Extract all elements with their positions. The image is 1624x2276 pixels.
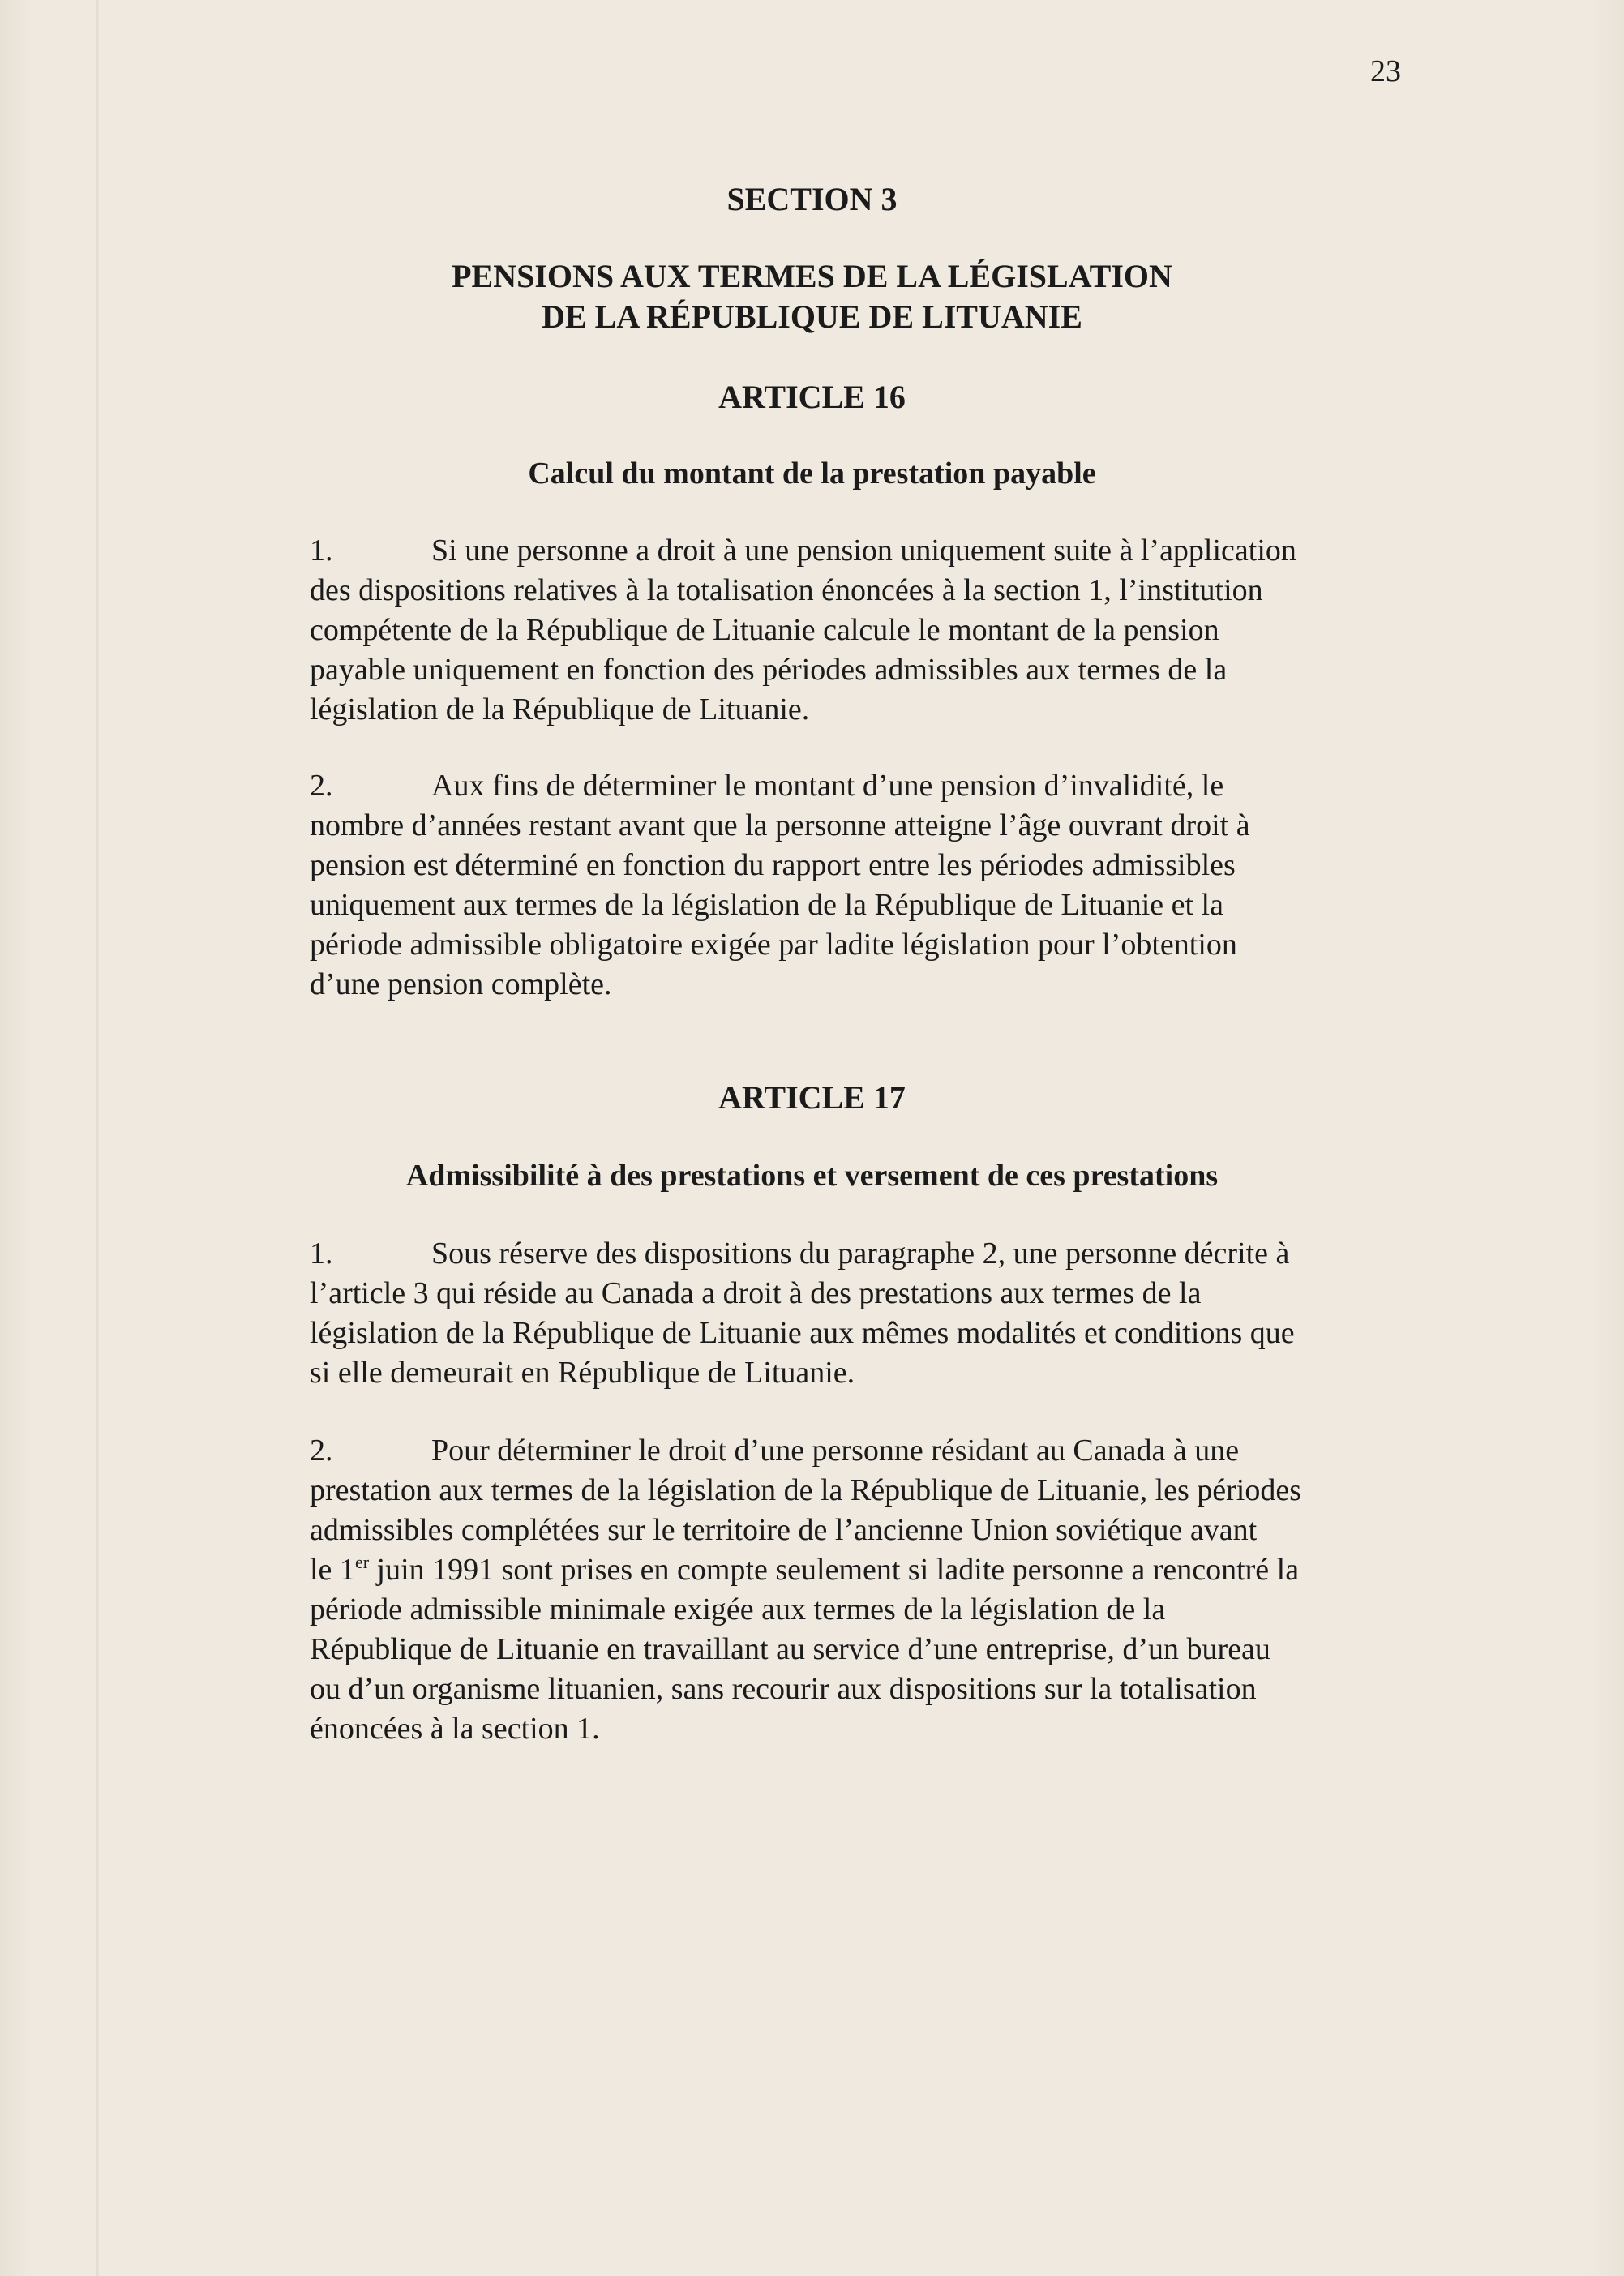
paragraph-number: 1. <box>310 1237 333 1271</box>
page-fold-shadow <box>96 0 99 2276</box>
article-17-paragraph-1 <box>310 1234 1429 1393</box>
article-17-title: ARTICLE 17 <box>718 1079 906 1116</box>
paragraph-line: l’article 3 qui réside au Canada a droit à des prestations aux termes de la <box>310 1276 1202 1310</box>
paragraph-line: prestation aux termes de la législation de la République de Lituanie, les périodes <box>310 1473 1302 1507</box>
paragraph-line: si elle demeurait en République de Lituanie. <box>310 1356 855 1390</box>
paragraph-line: nombre d’années restant avant que la personne atteigne l’âge ouvrant droit à <box>310 808 1250 842</box>
paragraph-line: 1. Sous réserve des dispositions du paragraphe 2, une personne décrite à <box>310 1234 1429 1274</box>
article-17-paragraph-2 <box>310 1431 1429 1749</box>
section-subtitle-line: PENSIONS AUX TERMES DE LA LÉGISLATION <box>452 258 1172 294</box>
paragraph-line: compétente de la République de Lituanie calcule le montant de la pension <box>310 613 1219 647</box>
paragraph-number: 1. <box>310 534 333 568</box>
paragraph-line: pension est déterminé en fonction du rapport entre les périodes admissibles <box>310 848 1236 882</box>
paragraph-line: législation de la République de Lituanie aux mêmes modalités et conditions que <box>310 1316 1295 1350</box>
page-number: 23 <box>1370 54 1401 88</box>
paragraph-line: énoncées à la section 1. <box>310 1712 600 1746</box>
paragraph-line: période admissible minimale exigée aux termes de la législation de la <box>310 1592 1166 1627</box>
paragraph-line: ou d’un organisme lituanien, sans recourir aux dispositions sur la totalisation <box>310 1672 1257 1706</box>
section-subtitle-line: DE LA RÉPUBLIQUE DE LITUANIE <box>542 298 1082 335</box>
paragraph-number: 2. <box>310 1434 333 1468</box>
paragraph-line: législation de la République de Lituanie. <box>310 692 810 727</box>
article-16-heading: Calcul du montant de la prestation payable <box>528 456 1096 491</box>
paragraph-line: admissibles complétées sur le territoire de l’ancienne Union soviétique avant <box>310 1513 1258 1547</box>
article-16-paragraph-1 <box>310 531 1429 730</box>
article-16-paragraph-2 <box>310 766 1429 1005</box>
paragraph-line: des dispositions relatives à la totalisation énoncées à la section 1, l’institution <box>310 573 1263 607</box>
superscript-er: er <box>354 1552 370 1572</box>
section-title: SECTION 3 <box>726 181 898 217</box>
paragraph-line: d’une pension complète. <box>310 967 612 1001</box>
paragraph-line: période admissible obligatoire exigée par ladite législation pour l’obtention <box>310 928 1237 962</box>
paragraph-line: le 1er juin 1991 sont prises en compte seulement si ladite personne a rencontré la <box>310 1552 1300 1587</box>
section-subtitle <box>0 256 1624 337</box>
article-16-title: ARTICLE 16 <box>718 379 906 415</box>
paragraph-line: 1. Si une personne a droit à une pension uniquement suite à l’application <box>310 531 1429 571</box>
article-17-heading: Admissibilité à des prestations et versement de ces prestations <box>405 1159 1219 1193</box>
paragraph-line: payable uniquement en fonction des périodes admissibles aux termes de la <box>310 653 1228 687</box>
paragraph-line: 2. Aux fins de déterminer le montant d’une pension d’invalidité, le <box>310 766 1429 806</box>
paragraph-line: uniquement aux termes de la législation de la République de Lituanie et la <box>310 888 1223 922</box>
paragraph-line: République de Lituanie en travaillant au service d’une entreprise, d’un bureau <box>310 1632 1270 1666</box>
paragraph-line: 2. Pour déterminer le droit d’une personne résidant au Canada à une <box>310 1431 1429 1471</box>
paragraph-number: 2. <box>310 769 333 803</box>
